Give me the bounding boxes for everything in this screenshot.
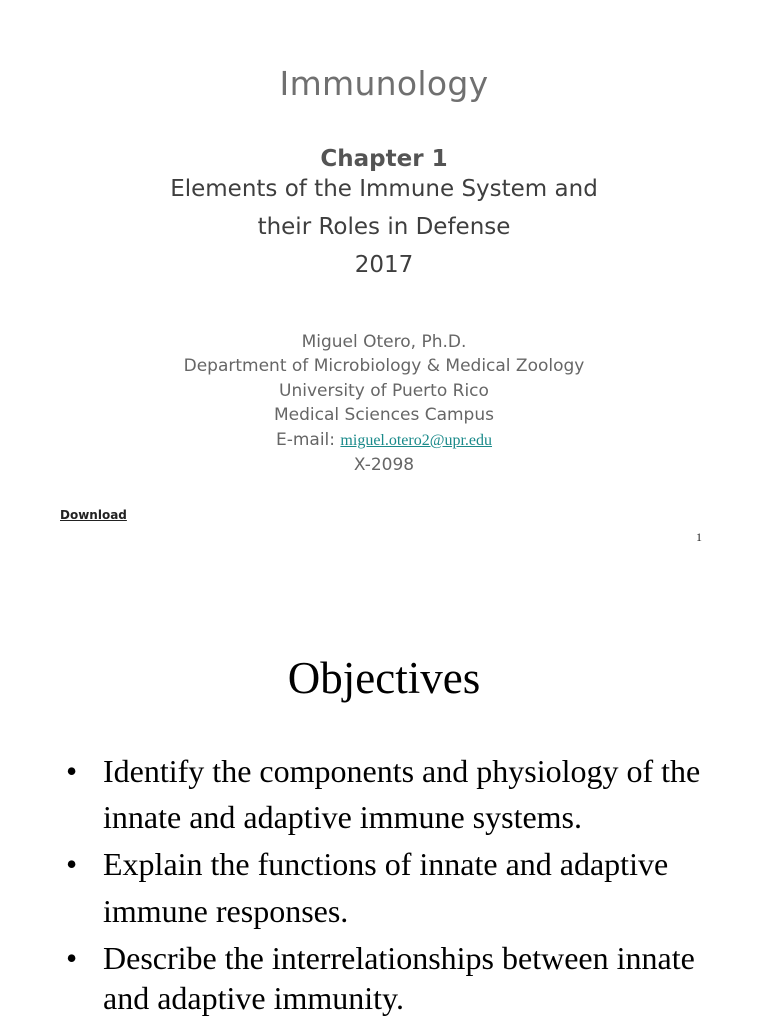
list-item: [66, 938, 746, 1018]
objective-text: Describe the interrelationships between innate and adaptive immunity.: [103, 940, 695, 1016]
year: 2017: [354, 252, 414, 278]
bullet-icon: •: [66, 846, 78, 882]
page-number: 1: [696, 530, 702, 544]
course-title: Immunology: [279, 64, 489, 103]
chapter-heading: Chapter 1: [320, 146, 448, 172]
objective-text: Identify the components and physiology of the innate and adaptive immune systems.: [103, 753, 701, 835]
campus: Medical Sciences Campus: [274, 405, 494, 425]
objectives-list: [66, 748, 746, 1018]
bullet-icon: •: [66, 753, 78, 789]
email-label: E-mail:: [275, 430, 341, 450]
list-item: [66, 841, 746, 935]
download-link[interactable]: Download: [60, 508, 127, 522]
slide-objectives: [0, 570, 768, 1024]
department: Department of Microbiology & Medical Zoology: [183, 356, 585, 376]
chapter-subtitle-line-2: their Roles in Defense: [257, 214, 511, 240]
list-item: [66, 748, 746, 840]
phone-extension: X-2098: [353, 455, 415, 475]
author-name: Miguel Otero, Ph.D.: [301, 332, 467, 352]
chapter-subtitle-line-1: Elements of the Immune System and: [170, 176, 598, 202]
objectives-title: Objectives: [287, 653, 481, 703]
email-line: [0, 430, 768, 450]
email-link[interactable]: miguel.otero2@upr.edu: [340, 432, 493, 449]
bullet-icon: •: [66, 940, 78, 976]
objective-text: Explain the functions of innate and adaptive immune responses.: [103, 846, 669, 929]
university: University of Puerto Rico: [279, 381, 489, 401]
